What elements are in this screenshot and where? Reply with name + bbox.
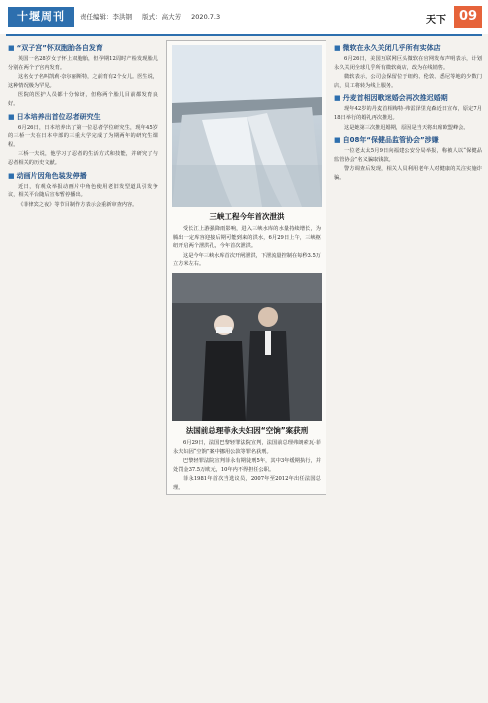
article-paragraph: 医院的医护人员都十分惊讶，但称两个胎儿目前都发育良好。 <box>8 92 158 107</box>
article-cartoon-halted <box>8 171 158 210</box>
page-number: 09 <box>454 6 482 28</box>
article-twin-uterus <box>8 43 158 109</box>
fillon-story-paragraph: 菲永1981年首次当选议员，2007年至2012年出任法国总理。 <box>173 476 321 491</box>
article-paragraph: 6月26日，美国互联网巨头微软在官网发布声明表示，计划永久关闭全球几乎所有微软商店，改为在线销售。 <box>334 56 482 71</box>
court-illustration <box>172 273 322 421</box>
issue-date: 2020.7.3 <box>191 13 221 21</box>
fillon-story-paragraph: 巴黎轻罪法院宣判菲永有期徒刑5年，其中3年缓期执行，并处罚金37.5万欧元，10年内不得担任公职。 <box>173 458 321 473</box>
fillon-story-title: 法国前总理菲永夫妇因“空饷”案获刑 <box>185 425 309 435</box>
article-paragraph: 6月26日，日本培养出了第一位忍者学位研究生，现年45岁的三桥一夫在日本中部的三重大学完成了为期两年的研究生课程。 <box>8 124 158 148</box>
article-health-scam <box>334 135 482 182</box>
article-title: ■ 日本培养出首位忍者研究生 <box>8 112 158 122</box>
article-microsoft-stores <box>334 43 482 90</box>
dam-photo <box>172 45 322 207</box>
article-paragraph: 微软表示，公司会保留位于纽约、伦敦、悉尼等地的少数门店，员工将转为线上服务。 <box>334 74 482 89</box>
section-name: 天下 <box>426 15 446 26</box>
editor-name: 责任编辑：李洪钢 <box>80 13 132 21</box>
article-paragraph: 一位老太太5月9日向福建公安分局举报，称被人以“保健品监管协会”名义骗取钱款。 <box>334 148 482 163</box>
article-paragraph: 英国一名28岁女子怀上双胞胎，但孕期12周时产检发现胎儿分别在两个子宫内发育。 <box>8 56 158 71</box>
article-title: ■ 微软在永久关闭几乎所有实体店 <box>334 43 482 53</box>
article-paragraph: 近日，有观众举报动画片中角色使用老旧发型道具引发争议，相关平台随后宣布暂停播出。 <box>8 183 158 199</box>
article-paragraph: 这是她第三次推迟婚期，原因是当天将出席欧盟峰会。 <box>344 124 469 131</box>
fillon-story-paragraph: 6月29日，法国巴黎轻罪法院宣判，法国前总理弗朗索瓦·菲永夫妇因“空饷”案中挪用公款等罪名获刑。 <box>173 439 321 455</box>
editor-credits <box>80 12 228 21</box>
dam-story-paragraph: 这是今年三峡水库首次开闸泄洪，下泄流量控制在每秒3.5万立方米左右。 <box>173 252 321 268</box>
page-header <box>0 0 488 34</box>
designer-name: 版式：高大芳 <box>142 13 182 21</box>
header-rule <box>6 34 482 36</box>
article-title: ■ 自08年“保健品监管协会”涉嫌 <box>334 135 482 145</box>
left-column <box>8 40 158 698</box>
middle-column <box>166 40 326 698</box>
article-title: ■ 动画片因角色装发停播 <box>8 171 158 181</box>
right-column <box>334 40 482 698</box>
article-paragraph: 《菲律宾之夜》等节目制作方表示会重新审查内容。 <box>18 201 138 208</box>
article-paragraph: 三桥一夫说，他学习了忍者的生活方式和技能，并研究了与忍者相关的历史文献。 <box>8 151 158 166</box>
article-paragraph: 这名女子名叫凯莉·奈尔丽斯特，之前育有2个女儿。医生说，这种情况极为罕见。 <box>8 74 158 89</box>
article-danish-pm <box>334 93 482 132</box>
article-title: ■ “双子宫”怀双胞胎各自发育 <box>8 43 158 53</box>
article-title: ■ 丹麦首相因歌迷婚会再次推迟婚期 <box>334 93 482 103</box>
fillon-photo <box>172 273 322 421</box>
dam-story-title: 三峡工程今年首次泄洪 <box>209 212 285 221</box>
publication-logo: 十堰周刊 <box>8 7 74 27</box>
article-ninja-graduate <box>8 112 158 168</box>
feature-box <box>166 40 326 495</box>
article-paragraph: 警方调查后发现，相关人员利用老年人对健康的关注实施诈骗。 <box>334 166 482 181</box>
article-paragraph: 现年42岁的丹麦首相梅特·弗雷泽里克森近日宣布，原定7月18日举行的婚礼再次推迟。 <box>334 106 482 121</box>
dam-illustration <box>172 45 322 207</box>
dam-story-paragraph: 受长江上游强降雨影响，进入三峡水库的水量持续增长，为腾出一定库容迎接后期可能到来的洪水，6月29日上午，三峡枢纽开启两个泄洪孔，今年首次泄洪。 <box>173 226 321 250</box>
